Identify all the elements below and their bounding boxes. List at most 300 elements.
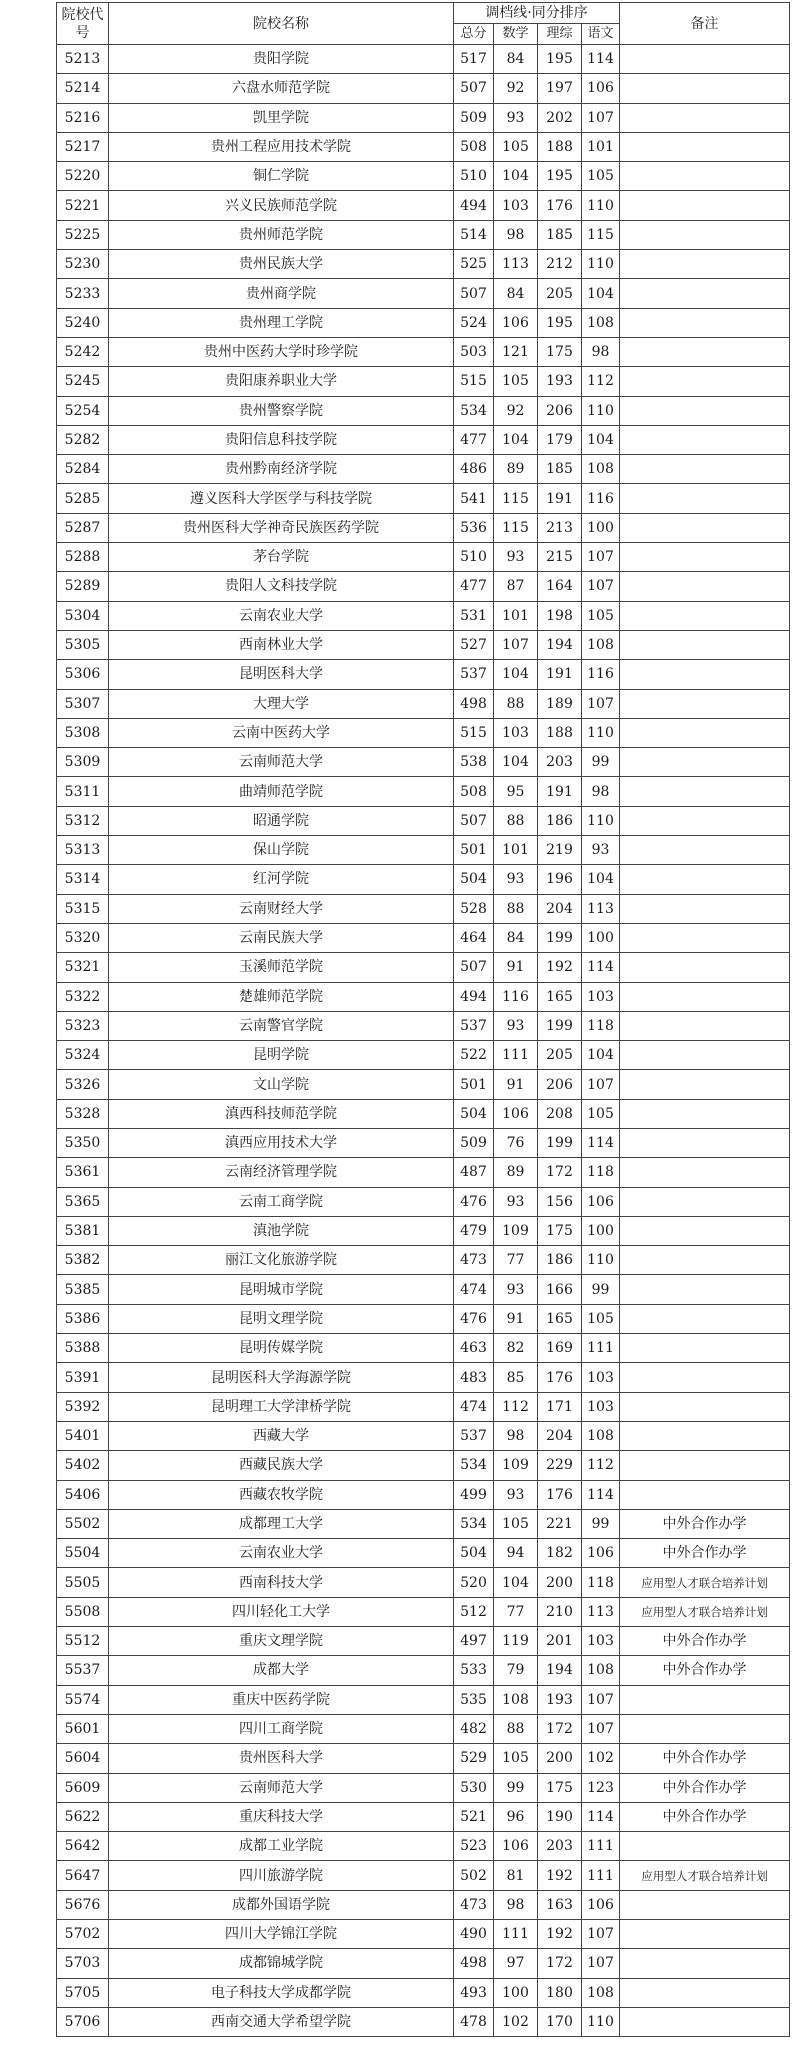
cell-note: 应用型人才联合培养计划 (620, 1861, 790, 1890)
table-row (57, 1949, 790, 1978)
cell-math: 91 (494, 1304, 538, 1333)
cell-chn: 114 (582, 1128, 620, 1157)
cell-sci: 195 (538, 308, 582, 337)
cell-total: 474 (454, 1275, 494, 1304)
cell-chn: 102 (582, 1744, 620, 1773)
cell-note (620, 45, 790, 74)
cell-code: 5313 (57, 836, 109, 865)
cell-note (620, 1451, 790, 1480)
cell-total: 464 (454, 923, 494, 952)
cell-chn: 103 (582, 982, 620, 1011)
cell-sci: 196 (538, 865, 582, 894)
cell-total: 514 (454, 220, 494, 249)
cell-code: 5702 (57, 1920, 109, 1949)
cell-sci: 175 (538, 1216, 582, 1245)
header-total: 总分 (454, 24, 494, 45)
cell-math: 105 (494, 1744, 538, 1773)
header-score-group: 调档线·同分排序 (454, 3, 620, 24)
cell-math: 107 (494, 630, 538, 659)
cell-math: 104 (494, 162, 538, 191)
cell-total: 537 (454, 1421, 494, 1450)
cell-math: 84 (494, 923, 538, 952)
table-row (57, 1216, 790, 1245)
cell-sci: 204 (538, 1421, 582, 1450)
cell-note (620, 660, 790, 689)
table-row (57, 689, 790, 718)
cell-total: 525 (454, 250, 494, 279)
cell-note (620, 1392, 790, 1421)
cell-name: 成都理工大学 (109, 1509, 454, 1538)
cell-name: 贵州医科大学 (109, 1744, 454, 1773)
cell-math: 119 (494, 1627, 538, 1656)
cell-sci: 172 (538, 1158, 582, 1187)
cell-total: 538 (454, 748, 494, 777)
table-row (57, 1861, 790, 1890)
cell-total: 494 (454, 982, 494, 1011)
table-row (57, 1041, 790, 1070)
cell-math: 82 (494, 1334, 538, 1363)
cell-note (620, 1275, 790, 1304)
cell-code: 5315 (57, 894, 109, 923)
cell-chn: 115 (582, 220, 620, 249)
cell-math: 95 (494, 777, 538, 806)
cell-chn: 118 (582, 1568, 620, 1597)
cell-math: 93 (494, 103, 538, 132)
cell-total: 524 (454, 308, 494, 337)
cell-total: 494 (454, 191, 494, 220)
cell-name: 云南经济管理学院 (109, 1158, 454, 1187)
cell-code: 5242 (57, 337, 109, 366)
cell-total: 473 (454, 1890, 494, 1919)
cell-total: 503 (454, 337, 494, 366)
cell-total: 479 (454, 1216, 494, 1245)
table-row (57, 923, 790, 952)
cell-name: 成都外国语学院 (109, 1890, 454, 1919)
cell-total: 515 (454, 367, 494, 396)
cell-chn: 110 (582, 396, 620, 425)
cell-chn: 108 (582, 308, 620, 337)
header-name: 院校名称 (109, 3, 454, 45)
cell-chn: 106 (582, 1187, 620, 1216)
table-row (57, 513, 790, 542)
cell-note (620, 1304, 790, 1333)
cell-chn: 99 (582, 1509, 620, 1538)
cell-sci: 182 (538, 1539, 582, 1568)
table-row (57, 191, 790, 220)
table-row (57, 1509, 790, 1538)
cell-code: 5604 (57, 1744, 109, 1773)
cell-code: 5322 (57, 982, 109, 1011)
cell-code: 5285 (57, 484, 109, 513)
cell-chn: 99 (582, 748, 620, 777)
table-row (57, 103, 790, 132)
cell-note (620, 513, 790, 542)
cell-total: 530 (454, 1773, 494, 1802)
table-row (57, 1597, 790, 1626)
cell-code: 5233 (57, 279, 109, 308)
cell-name: 重庆文理学院 (109, 1627, 454, 1656)
cell-name: 贵州医科大学神奇民族医药学院 (109, 513, 454, 542)
cell-name: 保山学院 (109, 836, 454, 865)
cell-total: 487 (454, 1158, 494, 1187)
cell-code: 5309 (57, 748, 109, 777)
cell-code: 5508 (57, 1597, 109, 1626)
cell-chn: 116 (582, 660, 620, 689)
cell-name: 丽江文化旅游学院 (109, 1246, 454, 1275)
cell-name: 电子科技大学成都学院 (109, 1978, 454, 2007)
cell-sci: 166 (538, 1275, 582, 1304)
cell-sci: 199 (538, 1128, 582, 1157)
cell-name: 昆明理工大学津桥学院 (109, 1392, 454, 1421)
cell-total: 536 (454, 513, 494, 542)
cell-sci: 215 (538, 543, 582, 572)
cell-name: 文山学院 (109, 1070, 454, 1099)
cell-name: 六盘水师范学院 (109, 74, 454, 103)
cell-note (620, 2007, 790, 2036)
cell-math: 84 (494, 45, 538, 74)
table-row (57, 748, 790, 777)
cell-code: 5324 (57, 1041, 109, 1070)
cell-math: 102 (494, 2007, 538, 2036)
cell-math: 104 (494, 425, 538, 454)
table-row (57, 1978, 790, 2007)
cell-name: 滇西科技师范学院 (109, 1099, 454, 1128)
cell-note (620, 103, 790, 132)
cell-sci: 192 (538, 1920, 582, 1949)
cell-sci: 199 (538, 923, 582, 952)
cell-math: 104 (494, 748, 538, 777)
table-row (57, 1773, 790, 1802)
cell-note (620, 1128, 790, 1157)
cell-note (620, 1920, 790, 1949)
cell-note (620, 396, 790, 425)
header-code: 院校代号 (57, 3, 109, 45)
cell-note: 中外合作办学 (620, 1773, 790, 1802)
cell-code: 5320 (57, 923, 109, 952)
cell-code: 5287 (57, 513, 109, 542)
cell-chn: 104 (582, 425, 620, 454)
cell-note (620, 279, 790, 308)
cell-math: 79 (494, 1656, 538, 1685)
cell-name: 大理大学 (109, 689, 454, 718)
cell-name: 西藏大学 (109, 1421, 454, 1450)
cell-note (620, 250, 790, 279)
cell-sci: 200 (538, 1744, 582, 1773)
cell-total: 517 (454, 45, 494, 74)
cell-total: 535 (454, 1685, 494, 1714)
table-row (57, 1480, 790, 1509)
cell-note: 中外合作办学 (620, 1627, 790, 1656)
cell-note (620, 1246, 790, 1275)
cell-name: 贵阳学院 (109, 45, 454, 74)
cell-sci: 189 (538, 689, 582, 718)
cell-name: 重庆科技大学 (109, 1802, 454, 1831)
cell-note (620, 982, 790, 1011)
cell-sci: 188 (538, 132, 582, 161)
cell-code: 5308 (57, 718, 109, 747)
cell-math: 105 (494, 1509, 538, 1538)
cell-note (620, 191, 790, 220)
cell-chn: 107 (582, 572, 620, 601)
cell-math: 81 (494, 1861, 538, 1890)
cell-sci: 175 (538, 337, 582, 366)
cell-name: 四川大学锦江学院 (109, 1920, 454, 1949)
cell-sci: 221 (538, 1509, 582, 1538)
cell-note (620, 367, 790, 396)
cell-name: 成都工业学院 (109, 1832, 454, 1861)
cell-name: 重庆中医药学院 (109, 1685, 454, 1714)
cell-chn: 107 (582, 543, 620, 572)
cell-sci: 201 (538, 1627, 582, 1656)
cell-math: 103 (494, 191, 538, 220)
cell-sci: 193 (538, 367, 582, 396)
table-row (57, 865, 790, 894)
cell-chn: 105 (582, 1099, 620, 1128)
table-header (57, 3, 790, 45)
cell-code: 5642 (57, 1832, 109, 1861)
cell-note: 中外合作办学 (620, 1509, 790, 1538)
cell-chn: 100 (582, 1216, 620, 1245)
cell-sci: 170 (538, 2007, 582, 2036)
cell-note (620, 777, 790, 806)
cell-total: 477 (454, 425, 494, 454)
cell-total: 476 (454, 1187, 494, 1216)
table-row (57, 162, 790, 191)
cell-code: 5305 (57, 630, 109, 659)
cell-sci: 165 (538, 1304, 582, 1333)
cell-name: 茅台学院 (109, 543, 454, 572)
cell-sci: 194 (538, 1656, 582, 1685)
cell-total: 510 (454, 543, 494, 572)
cell-name: 云南中医药大学 (109, 718, 454, 747)
cell-name: 云南工商学院 (109, 1187, 454, 1216)
cell-code: 5574 (57, 1685, 109, 1714)
cell-math: 89 (494, 1158, 538, 1187)
cell-note (620, 1949, 790, 1978)
cell-chn: 104 (582, 279, 620, 308)
table-row (57, 1656, 790, 1685)
cell-math: 109 (494, 1216, 538, 1245)
cell-chn: 107 (582, 1949, 620, 1978)
cell-note (620, 220, 790, 249)
table-row (57, 484, 790, 513)
table-row (57, 1334, 790, 1363)
cell-sci: 202 (538, 103, 582, 132)
cell-chn: 104 (582, 865, 620, 894)
cell-note: 中外合作办学 (620, 1656, 790, 1685)
table-row (57, 1363, 790, 1392)
cell-math: 98 (494, 220, 538, 249)
cell-math: 116 (494, 982, 538, 1011)
cell-math: 103 (494, 718, 538, 747)
cell-note (620, 1363, 790, 1392)
cell-total: 515 (454, 718, 494, 747)
cell-total: 476 (454, 1304, 494, 1333)
cell-name: 贵阳人文科技学院 (109, 572, 454, 601)
cell-math: 77 (494, 1597, 538, 1626)
cell-chn: 108 (582, 1421, 620, 1450)
table-row (57, 132, 790, 161)
cell-code: 5240 (57, 308, 109, 337)
header-math: 数学 (494, 24, 538, 45)
cell-math: 94 (494, 1539, 538, 1568)
table-body (57, 45, 790, 2037)
cell-total: 522 (454, 1041, 494, 1070)
cell-note (620, 74, 790, 103)
cell-code: 5601 (57, 1714, 109, 1743)
cell-code: 5703 (57, 1949, 109, 1978)
cell-total: 509 (454, 103, 494, 132)
cell-math: 115 (494, 513, 538, 542)
cell-math: 87 (494, 572, 538, 601)
table-row (57, 1802, 790, 1831)
cell-chn: 108 (582, 455, 620, 484)
cell-note (620, 1099, 790, 1128)
table-row (57, 220, 790, 249)
cell-math: 91 (494, 953, 538, 982)
cell-chn: 93 (582, 836, 620, 865)
admission-score-table (56, 2, 790, 2037)
cell-name: 贵州工程应用技术学院 (109, 132, 454, 161)
cell-name: 云南民族大学 (109, 923, 454, 952)
cell-name: 贵阳信息科技学院 (109, 425, 454, 454)
cell-math: 100 (494, 1978, 538, 2007)
cell-chn: 107 (582, 1920, 620, 1949)
cell-sci: 208 (538, 1099, 582, 1128)
cell-math: 104 (494, 1568, 538, 1597)
cell-note: 中外合作办学 (620, 1744, 790, 1773)
cell-code: 5289 (57, 572, 109, 601)
table-row (57, 1128, 790, 1157)
cell-math: 106 (494, 1832, 538, 1861)
cell-sci: 219 (538, 836, 582, 865)
cell-sci: 203 (538, 1832, 582, 1861)
cell-name: 昆明传媒学院 (109, 1334, 454, 1363)
cell-math: 88 (494, 1714, 538, 1743)
cell-total: 473 (454, 1246, 494, 1275)
table-row (57, 1832, 790, 1861)
cell-math: 99 (494, 1773, 538, 1802)
cell-code: 5502 (57, 1509, 109, 1538)
cell-sci: 171 (538, 1392, 582, 1421)
cell-total: 534 (454, 396, 494, 425)
cell-note (620, 162, 790, 191)
cell-chn: 118 (582, 1158, 620, 1187)
cell-name: 红河学院 (109, 865, 454, 894)
cell-code: 5505 (57, 1568, 109, 1597)
table-row (57, 1187, 790, 1216)
cell-total: 498 (454, 689, 494, 718)
cell-sci: 191 (538, 777, 582, 806)
cell-total: 483 (454, 1363, 494, 1392)
cell-name: 贵州理工学院 (109, 308, 454, 337)
table-row (57, 630, 790, 659)
cell-sci: 191 (538, 484, 582, 513)
cell-code: 5512 (57, 1627, 109, 1656)
table-row (57, 250, 790, 279)
cell-name: 曲靖师范学院 (109, 777, 454, 806)
cell-total: 507 (454, 806, 494, 835)
cell-total: 463 (454, 1334, 494, 1363)
cell-total: 499 (454, 1480, 494, 1509)
cell-name: 昆明学院 (109, 1041, 454, 1070)
table-row (57, 1421, 790, 1450)
cell-math: 98 (494, 1890, 538, 1919)
cell-note (620, 806, 790, 835)
cell-chn: 107 (582, 1685, 620, 1714)
cell-code: 5350 (57, 1128, 109, 1157)
cell-name: 贵州警察学院 (109, 396, 454, 425)
cell-code: 5676 (57, 1890, 109, 1919)
cell-sci: 192 (538, 953, 582, 982)
cell-math: 85 (494, 1363, 538, 1392)
cell-chn: 108 (582, 630, 620, 659)
cell-math: 92 (494, 74, 538, 103)
cell-note (620, 689, 790, 718)
cell-code: 5288 (57, 543, 109, 572)
cell-sci: 199 (538, 1011, 582, 1040)
cell-name: 四川轻化工大学 (109, 1597, 454, 1626)
cell-code: 5385 (57, 1275, 109, 1304)
cell-name: 云南财经大学 (109, 894, 454, 923)
cell-note (620, 337, 790, 366)
cell-name: 成都大学 (109, 1656, 454, 1685)
cell-name: 四川旅游学院 (109, 1861, 454, 1890)
cell-total: 504 (454, 865, 494, 894)
cell-total: 474 (454, 1392, 494, 1421)
cell-note (620, 953, 790, 982)
cell-math: 88 (494, 689, 538, 718)
cell-sci: 186 (538, 806, 582, 835)
table-row (57, 1099, 790, 1128)
cell-note (620, 1041, 790, 1070)
cell-code: 5304 (57, 601, 109, 630)
cell-sci: 163 (538, 1890, 582, 1919)
cell-name: 贵阳康养职业大学 (109, 367, 454, 396)
cell-code: 5225 (57, 220, 109, 249)
cell-note (620, 1158, 790, 1187)
cell-name: 西藏民族大学 (109, 1451, 454, 1480)
cell-math: 93 (494, 1187, 538, 1216)
cell-math: 76 (494, 1128, 538, 1157)
cell-name: 云南师范大学 (109, 1773, 454, 1802)
cell-chn: 98 (582, 337, 620, 366)
table-row (57, 308, 790, 337)
cell-total: 528 (454, 894, 494, 923)
cell-code: 5382 (57, 1246, 109, 1275)
cell-name: 昆明医科大学海源学院 (109, 1363, 454, 1392)
cell-sci: 198 (538, 601, 582, 630)
table-row (57, 1304, 790, 1333)
cell-code: 5217 (57, 132, 109, 161)
cell-chn: 118 (582, 1011, 620, 1040)
cell-sci: 175 (538, 1773, 582, 1802)
cell-sci: 169 (538, 1334, 582, 1363)
cell-note (620, 1187, 790, 1216)
cell-chn: 106 (582, 1890, 620, 1919)
cell-total: 527 (454, 630, 494, 659)
table-row (57, 1246, 790, 1275)
cell-total: 497 (454, 1627, 494, 1656)
cell-note (620, 1832, 790, 1861)
cell-math: 109 (494, 1451, 538, 1480)
table-row (57, 396, 790, 425)
cell-chn: 105 (582, 1304, 620, 1333)
table-row (57, 806, 790, 835)
cell-chn: 107 (582, 689, 620, 718)
cell-code: 5402 (57, 1451, 109, 1480)
cell-total: 482 (454, 1714, 494, 1743)
